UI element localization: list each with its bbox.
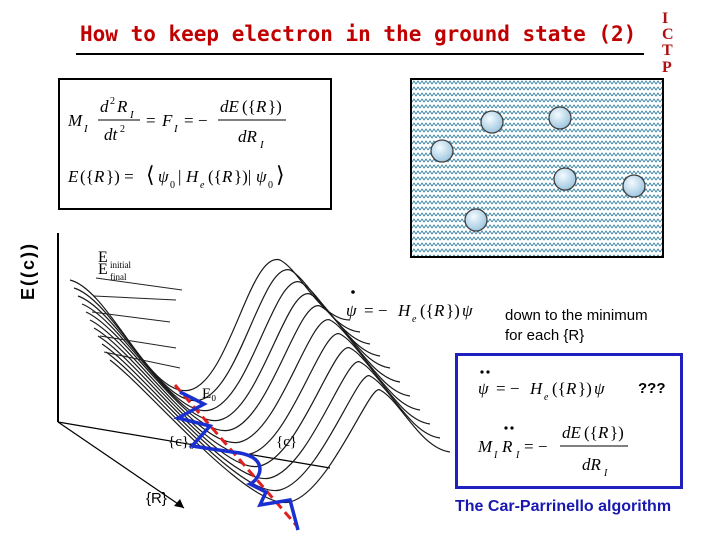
svg-text:= −: = − (524, 437, 548, 456)
ion-circle (431, 140, 453, 162)
svg-text:= −: = − (496, 379, 520, 398)
newton-equation-box (58, 78, 332, 210)
car-parrinello-caption: The Car-Parrinello algorithm (455, 498, 672, 515)
svg-text:M: M (68, 111, 83, 130)
initial-label: initial (110, 260, 131, 270)
svg-text:I: I (130, 109, 134, 121)
ictp-logo (650, 8, 686, 76)
svg-text:R: R (598, 423, 609, 442)
svg-text:ψ: ψ (346, 301, 357, 320)
title-underline (76, 53, 644, 55)
svg-text:2: 2 (110, 96, 115, 107)
final-label: final (110, 272, 127, 282)
svg-text:})|: })| (234, 167, 252, 186)
svg-text:d: d (100, 97, 109, 116)
svg-text:2: 2 (120, 124, 125, 135)
svg-text:I: I (174, 123, 178, 135)
svg-text:R: R (94, 167, 105, 186)
svg-text:E: E (68, 167, 79, 186)
svg-text:dR: dR (582, 455, 601, 474)
svg-text:ψ: ψ (462, 301, 473, 320)
svg-text:}): }) (446, 301, 460, 320)
svg-text:R: R (256, 97, 267, 116)
ion-circle (481, 111, 503, 133)
logo-letter-t: T (662, 42, 673, 59)
question-marks: ??? (638, 380, 666, 397)
svg-text:({: ({ (242, 97, 256, 116)
ion-circle (623, 175, 645, 197)
minimum-note-line2: for each {R} (505, 327, 585, 344)
svg-text:H: H (530, 379, 543, 398)
svg-text:({: ({ (208, 167, 222, 186)
svg-text:R: R (222, 167, 233, 186)
svg-text:I: I (84, 123, 88, 135)
svg-text:ψ: ψ (158, 167, 169, 186)
c-label: {c} (276, 434, 298, 450)
ion-circle (554, 168, 576, 190)
y-axis-label: E((c)) (18, 242, 38, 300)
slide-title: How to keep electron in the ground state (2) (80, 22, 637, 46)
first-order-equation (340, 282, 510, 328)
svg-text:H: H (186, 167, 199, 186)
svg-text:e: e (200, 180, 205, 191)
svg-text:R: R (117, 97, 128, 116)
svg-text:0: 0 (268, 180, 273, 191)
svg-text:({: ({ (584, 423, 598, 442)
svg-text:I: I (604, 468, 608, 479)
energy-landscape-figure (0, 225, 460, 540)
minimum-note-line1: down to the minimum (505, 307, 648, 324)
svg-text:}): }) (610, 423, 624, 442)
svg-text:dt: dt (104, 125, 118, 144)
svg-text:dE: dE (220, 97, 239, 116)
minimum-note (505, 306, 648, 346)
svg-text:= −: = − (184, 111, 208, 130)
ion-circle (465, 209, 487, 231)
svg-text:({: ({ (80, 167, 94, 186)
svg-text:e: e (544, 392, 549, 403)
svg-text:ψ: ψ (594, 379, 605, 398)
svg-text:|: | (178, 167, 182, 186)
car-parrinello-equations-box (455, 353, 683, 489)
logo-letter-i: I (662, 10, 669, 27)
svg-text:dR: dR (238, 127, 257, 146)
c0-label: {c}₀ (168, 434, 195, 450)
svg-text:0: 0 (170, 180, 175, 191)
svg-text:M: M (478, 437, 493, 456)
svg-text:=: = (146, 111, 156, 130)
svg-text:H: H (398, 301, 411, 320)
svg-text:⟨: ⟨ (146, 162, 155, 187)
svg-text:R: R (434, 301, 445, 320)
svg-text:= −: = − (364, 301, 388, 320)
svg-text:}): }) (578, 379, 592, 398)
svg-text:⟩: ⟩ (276, 162, 285, 187)
svg-text:R: R (502, 437, 513, 456)
svg-text:dE: dE (562, 423, 581, 442)
r-axis-label: {R} (146, 490, 167, 507)
svg-text:({: ({ (552, 379, 566, 398)
svg-text:}): }) (268, 97, 282, 116)
svg-text:({: ({ (420, 301, 434, 320)
svg-text:F: F (162, 111, 173, 130)
logo-letter-c: C (662, 26, 674, 43)
svg-text:R: R (566, 379, 577, 398)
svg-text:I: I (260, 139, 264, 151)
e-label: E (98, 261, 108, 278)
logo-letter-p: P (662, 59, 672, 76)
svg-text:e: e (412, 314, 417, 325)
svg-text:I: I (516, 450, 520, 461)
svg-text:ψ: ψ (256, 167, 267, 186)
svg-text:ψ: ψ (478, 379, 489, 398)
svg-text:I: I (494, 450, 498, 461)
e0-label: E₀ (202, 386, 217, 402)
svg-text:}) =: }) = (106, 167, 134, 186)
ion-circle (549, 107, 571, 129)
e-label: E (98, 249, 108, 266)
